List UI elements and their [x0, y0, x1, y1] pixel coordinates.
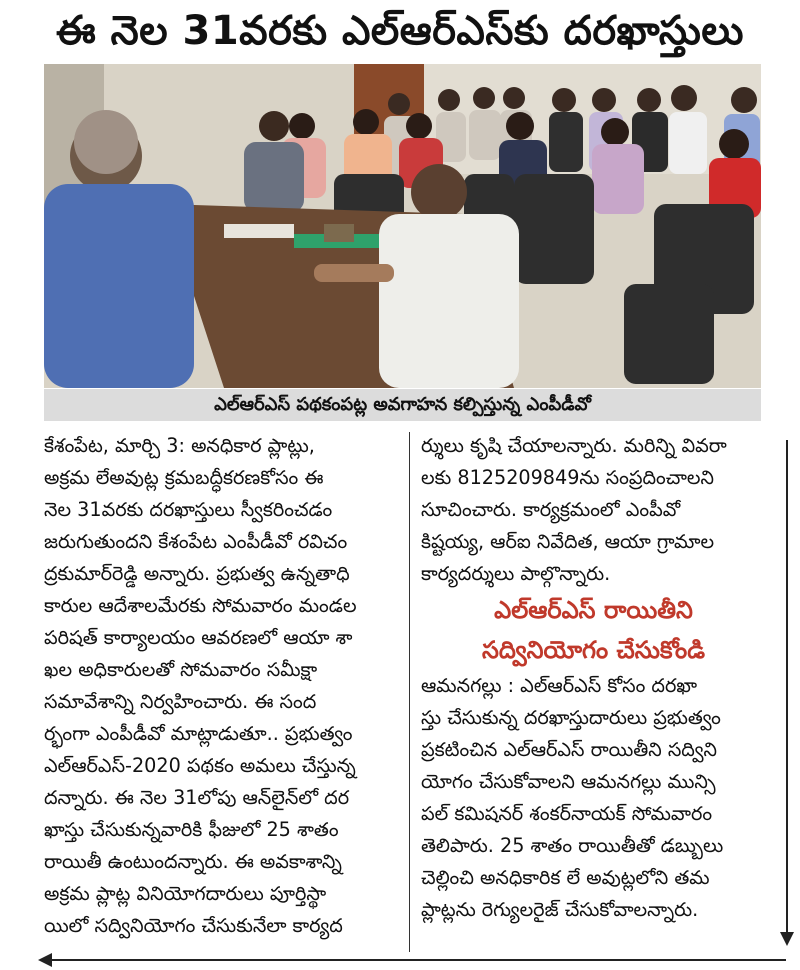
text-line: నెల 31వరకు దరఖాస్తులు స్వీకరించడం: [44, 498, 333, 521]
text-line: కిష్టయ్య, ఆర్ఐ నివేదిత, ఆయా గ్రామాల: [421, 530, 715, 553]
text-line: అక్రమ లేఅవుట్ల క్రమబద్ధీకరణకోసం ఈ: [44, 466, 324, 489]
text-line: ర్శులు కృషి చేయాలన్నారు. మరిన్ని వివరా: [421, 434, 727, 457]
text-line: సమావేశాన్ని నిర్వహించారు. ఈ సంద: [44, 690, 317, 713]
continuation-arrow-down: [786, 440, 788, 940]
arrow-left-icon: [38, 953, 52, 967]
text-line: యోగం చేసుకోవాలని ఆమనగల్లు మున్సి: [421, 770, 716, 793]
text-line: ప్రకటించిన ఎల్ఆర్ఎస్ రాయితీని సద్విని: [421, 738, 717, 761]
arrow-down-icon: [780, 932, 794, 946]
photo-caption: ఎల్ఆర్ఎస్ పథకంపట్ల అవగాహన కల్పిస్తున్న ఎంపీడీవో: [44, 389, 761, 421]
text-line: యిలో సద్వినియోగం చేసుకునేలా కార్యద: [44, 914, 343, 937]
article-headline: ఈ నెల 31వరకు ఎల్ఆర్ఎస్‌కు దరఖాస్తులు: [55, 8, 745, 54]
text-line: కారుల ఆదేశాలమేరకు సోమవారం మండల: [44, 594, 357, 617]
column-divider: [409, 432, 410, 952]
text-line: ప్లాట్లను రెగ్యులరైజ్ చేసుకోవాలన్నారు.: [421, 898, 699, 921]
text-line: లకు 8125209849ను సంప్రదించాలని: [421, 466, 714, 489]
continuation-arrow-left: [50, 959, 786, 961]
text-line: కార్యదర్శులు పాల్గొన్నారు.: [421, 562, 611, 585]
news-photo: [44, 64, 761, 388]
text-line: ఖల అధికారులతో సోమవారం సమీక్షా: [44, 658, 318, 681]
text-line: ఖాస్తు చేసుకున్నవారికి ఫీజులో 25 శాతం: [44, 818, 339, 841]
text-line: ద్రకుమార్‌రెడ్డి అన్నారు. ప్రభుత్వ ఉన్నతాధి: [44, 562, 350, 585]
text-line: ఆమనగల్లు : ఎల్ఆర్ఎస్ కోసం దరఖా: [421, 674, 698, 697]
text-line: అక్రమ ప్లాట్ల వినియోగదారులు పూర్తిస్థా: [44, 882, 327, 905]
text-line: చెల్లించి అనధికారిక లే అవుట్లలోని తమ: [421, 866, 710, 889]
text-line: దన్నారు. ఈ నెల 31లోపు ఆన్‌లైన్‌లో దర: [44, 786, 350, 809]
text-line: పల్ కమిషనర్ శంకర్‌నాయక్ సోమవారం: [421, 802, 713, 825]
article-right-column: [421, 430, 766, 926]
text-line: సూచించారు. కార్యక్రమంలో ఎంపీవో: [421, 498, 681, 521]
text-line: ర్భంగా ఎంపీడీవో మాట్లాడుతూ.. ప్రభుత్వం: [44, 722, 353, 745]
sub-headline-line-2: సద్వినియోగం చేసుకోండి: [482, 636, 705, 664]
text-line: తెలిపారు. 25 శాతం రాయితీతో డబ్బులు: [421, 834, 724, 857]
text-line: ఎల్ఆర్ఎస్-2020 పథకం అమలు చేస్తున్న: [44, 754, 356, 777]
text-line: స్తు చేసుకున్న దరఖాస్తుదారులు ప్రభుత్వం: [421, 706, 721, 729]
text-line: పరిషత్ కార్యాలయం ఆవరణలో ఆయా శా: [44, 626, 353, 649]
text-line: రాయితీ ఉంటుందన్నారు. ఈ అవకాశాన్ని: [44, 850, 342, 873]
text-line: జరుగుతుందని కేశంపేట ఎంపీడీవో రవిచం: [44, 530, 348, 553]
article-left-column: [44, 430, 399, 942]
text-line: కేశంపేట, మార్చి 3: అనధికార ప్లాట్లు,: [44, 434, 315, 457]
sub-headline-line-1: ఎల్ఆర్ఎస్ రాయితీని: [494, 596, 693, 624]
